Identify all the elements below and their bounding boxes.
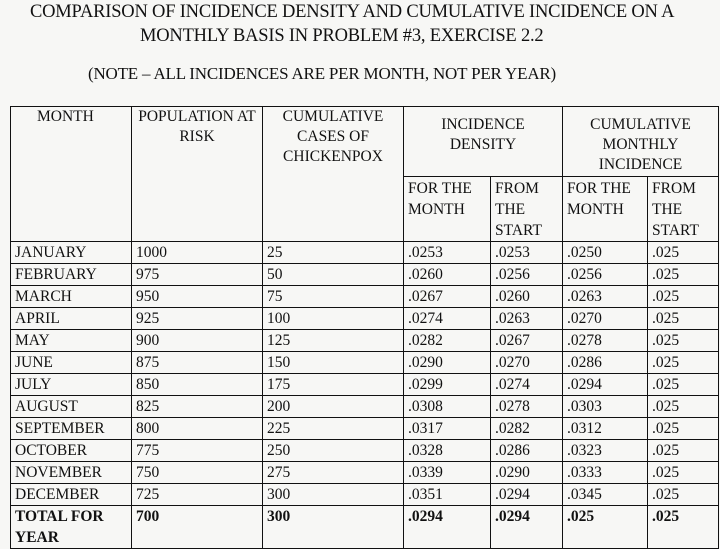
incidence-table [10, 106, 719, 549]
table-row [11, 242, 719, 264]
ci-month-cell: .0303 [563, 396, 648, 418]
month-cell: APRIL [11, 308, 132, 330]
table-row [11, 286, 719, 308]
month-cell: JULY [11, 374, 132, 396]
table-row [11, 264, 719, 286]
cases-cell: 75 [263, 286, 404, 308]
id-month-cell: .0308 [404, 396, 491, 418]
month-cell: NOVEMBER [11, 462, 132, 484]
table-row [11, 374, 719, 396]
id-month-cell: .0317 [404, 418, 491, 440]
id-month-cell: .0328 [404, 440, 491, 462]
ci-start-cell: .025 [648, 440, 719, 462]
month-cell: MARCH [11, 286, 132, 308]
table-row [11, 308, 719, 330]
ci-start-cell: .025 [648, 286, 719, 308]
title-line-1: COMPARISON OF INCIDENCE DENSITY AND CUMULATIVE INCIDENCE ON A [30, 2, 675, 22]
ci-month-cell: .0294 [563, 374, 648, 396]
ci-month-cell: .0278 [563, 330, 648, 352]
ci-month-cell: .0263 [563, 286, 648, 308]
month-cell: SEPTEMBER [11, 418, 132, 440]
month-cell: OCTOBER [11, 440, 132, 462]
id-start-cell: .0260 [491, 286, 563, 308]
population-cell: 775 [132, 440, 263, 462]
header-population: POPULATION AT RISK [132, 107, 263, 242]
total-cases-cell: 300 [263, 506, 404, 549]
id-start-cell: .0290 [491, 462, 563, 484]
ci-start-cell: .025 [648, 242, 719, 264]
ci-month-cell: .0286 [563, 352, 648, 374]
header-cumulative-cases: CUMULATIVE CASES OF CHICKENPOX [263, 107, 404, 242]
id-month-cell: .0274 [404, 308, 491, 330]
month-cell: JANUARY [11, 242, 132, 264]
ci-month-cell: .0256 [563, 264, 648, 286]
month-cell: AUGUST [11, 396, 132, 418]
table-row [11, 462, 719, 484]
cases-cell: 225 [263, 418, 404, 440]
cases-cell: 100 [263, 308, 404, 330]
table-row [11, 396, 719, 418]
ci-start-cell: .025 [648, 264, 719, 286]
note: (NOTE – ALL INCIDENCES ARE PER MONTH, NOT PER YEAR) [88, 64, 556, 83]
id-start-cell: .0282 [491, 418, 563, 440]
ci-month-cell: .0250 [563, 242, 648, 264]
population-cell: 800 [132, 418, 263, 440]
total-population-cell: 700 [132, 506, 263, 549]
table-row [11, 352, 719, 374]
id-start-cell: .0267 [491, 330, 563, 352]
header-ci-for-month: FOR THE MONTH [563, 177, 648, 242]
population-cell: 875 [132, 352, 263, 374]
cases-cell: 175 [263, 374, 404, 396]
ci-month-cell: .0345 [563, 484, 648, 506]
cases-cell: 250 [263, 440, 404, 462]
table-body [11, 242, 719, 549]
total-month-cell: TOTAL FOR YEAR [11, 506, 132, 549]
cases-cell: 125 [263, 330, 404, 352]
ci-month-cell: .0323 [563, 440, 648, 462]
ci-month-cell: .0270 [563, 308, 648, 330]
ci-start-cell: .025 [648, 462, 719, 484]
id-start-cell: .0286 [491, 440, 563, 462]
id-month-cell: .0267 [404, 286, 491, 308]
cases-cell: 300 [263, 484, 404, 506]
id-month-cell: .0299 [404, 374, 491, 396]
total-id-start-cell: .0294 [491, 506, 563, 549]
total-row [11, 506, 719, 549]
header-ci-from-start: FROM THE START [648, 177, 719, 242]
ci-start-cell: .025 [648, 374, 719, 396]
ci-start-cell: .025 [648, 308, 719, 330]
ci-month-cell: .0333 [563, 462, 648, 484]
cases-cell: 200 [263, 396, 404, 418]
ci-month-cell: .0312 [563, 418, 648, 440]
population-cell: 1000 [132, 242, 263, 264]
population-cell: 900 [132, 330, 263, 352]
id-month-cell: .0339 [404, 462, 491, 484]
id-start-cell: .0274 [491, 374, 563, 396]
id-month-cell: .0282 [404, 330, 491, 352]
total-ci-month-cell: .025 [563, 506, 648, 549]
header-id-from-start: FROM THE START [491, 177, 563, 242]
id-start-cell: .0270 [491, 352, 563, 374]
cases-cell: 25 [263, 242, 404, 264]
population-cell: 750 [132, 462, 263, 484]
total-ci-start-cell: .025 [648, 506, 719, 549]
table-row [11, 330, 719, 352]
total-id-month-cell: .0294 [404, 506, 491, 549]
id-month-cell: .0290 [404, 352, 491, 374]
cases-cell: 275 [263, 462, 404, 484]
header-id-for-month: FOR THE MONTH [404, 177, 491, 242]
header-incidence-density: INCIDENCE DENSITY [404, 107, 563, 177]
header-cumulative-monthly-incidence: CUMULATIVE MONTHLY INCIDENCE [563, 107, 719, 177]
id-month-cell: .0253 [404, 242, 491, 264]
cases-cell: 50 [263, 264, 404, 286]
population-cell: 725 [132, 484, 263, 506]
header-month: MONTH [11, 107, 132, 242]
month-cell: JUNE [11, 352, 132, 374]
population-cell: 850 [132, 374, 263, 396]
table-row [11, 440, 719, 462]
id-month-cell: .0351 [404, 484, 491, 506]
month-cell: MAY [11, 330, 132, 352]
ci-start-cell: .025 [648, 352, 719, 374]
id-start-cell: .0294 [491, 484, 563, 506]
ci-start-cell: .025 [648, 396, 719, 418]
population-cell: 950 [132, 286, 263, 308]
population-cell: 925 [132, 308, 263, 330]
population-cell: 825 [132, 396, 263, 418]
title-line-2: MONTHLY BASIS IN PROBLEM #3, EXERCISE 2.2 [140, 26, 544, 46]
id-start-cell: .0256 [491, 264, 563, 286]
id-month-cell: .0260 [404, 264, 491, 286]
id-start-cell: .0278 [491, 396, 563, 418]
id-start-cell: .0253 [491, 242, 563, 264]
id-start-cell: .0263 [491, 308, 563, 330]
population-cell: 975 [132, 264, 263, 286]
table-row [11, 484, 719, 506]
month-cell: DECEMBER [11, 484, 132, 506]
ci-start-cell: .025 [648, 330, 719, 352]
ci-start-cell: .025 [648, 484, 719, 506]
month-cell: FEBRUARY [11, 264, 132, 286]
ci-start-cell: .025 [648, 418, 719, 440]
table-row [11, 418, 719, 440]
cases-cell: 150 [263, 352, 404, 374]
